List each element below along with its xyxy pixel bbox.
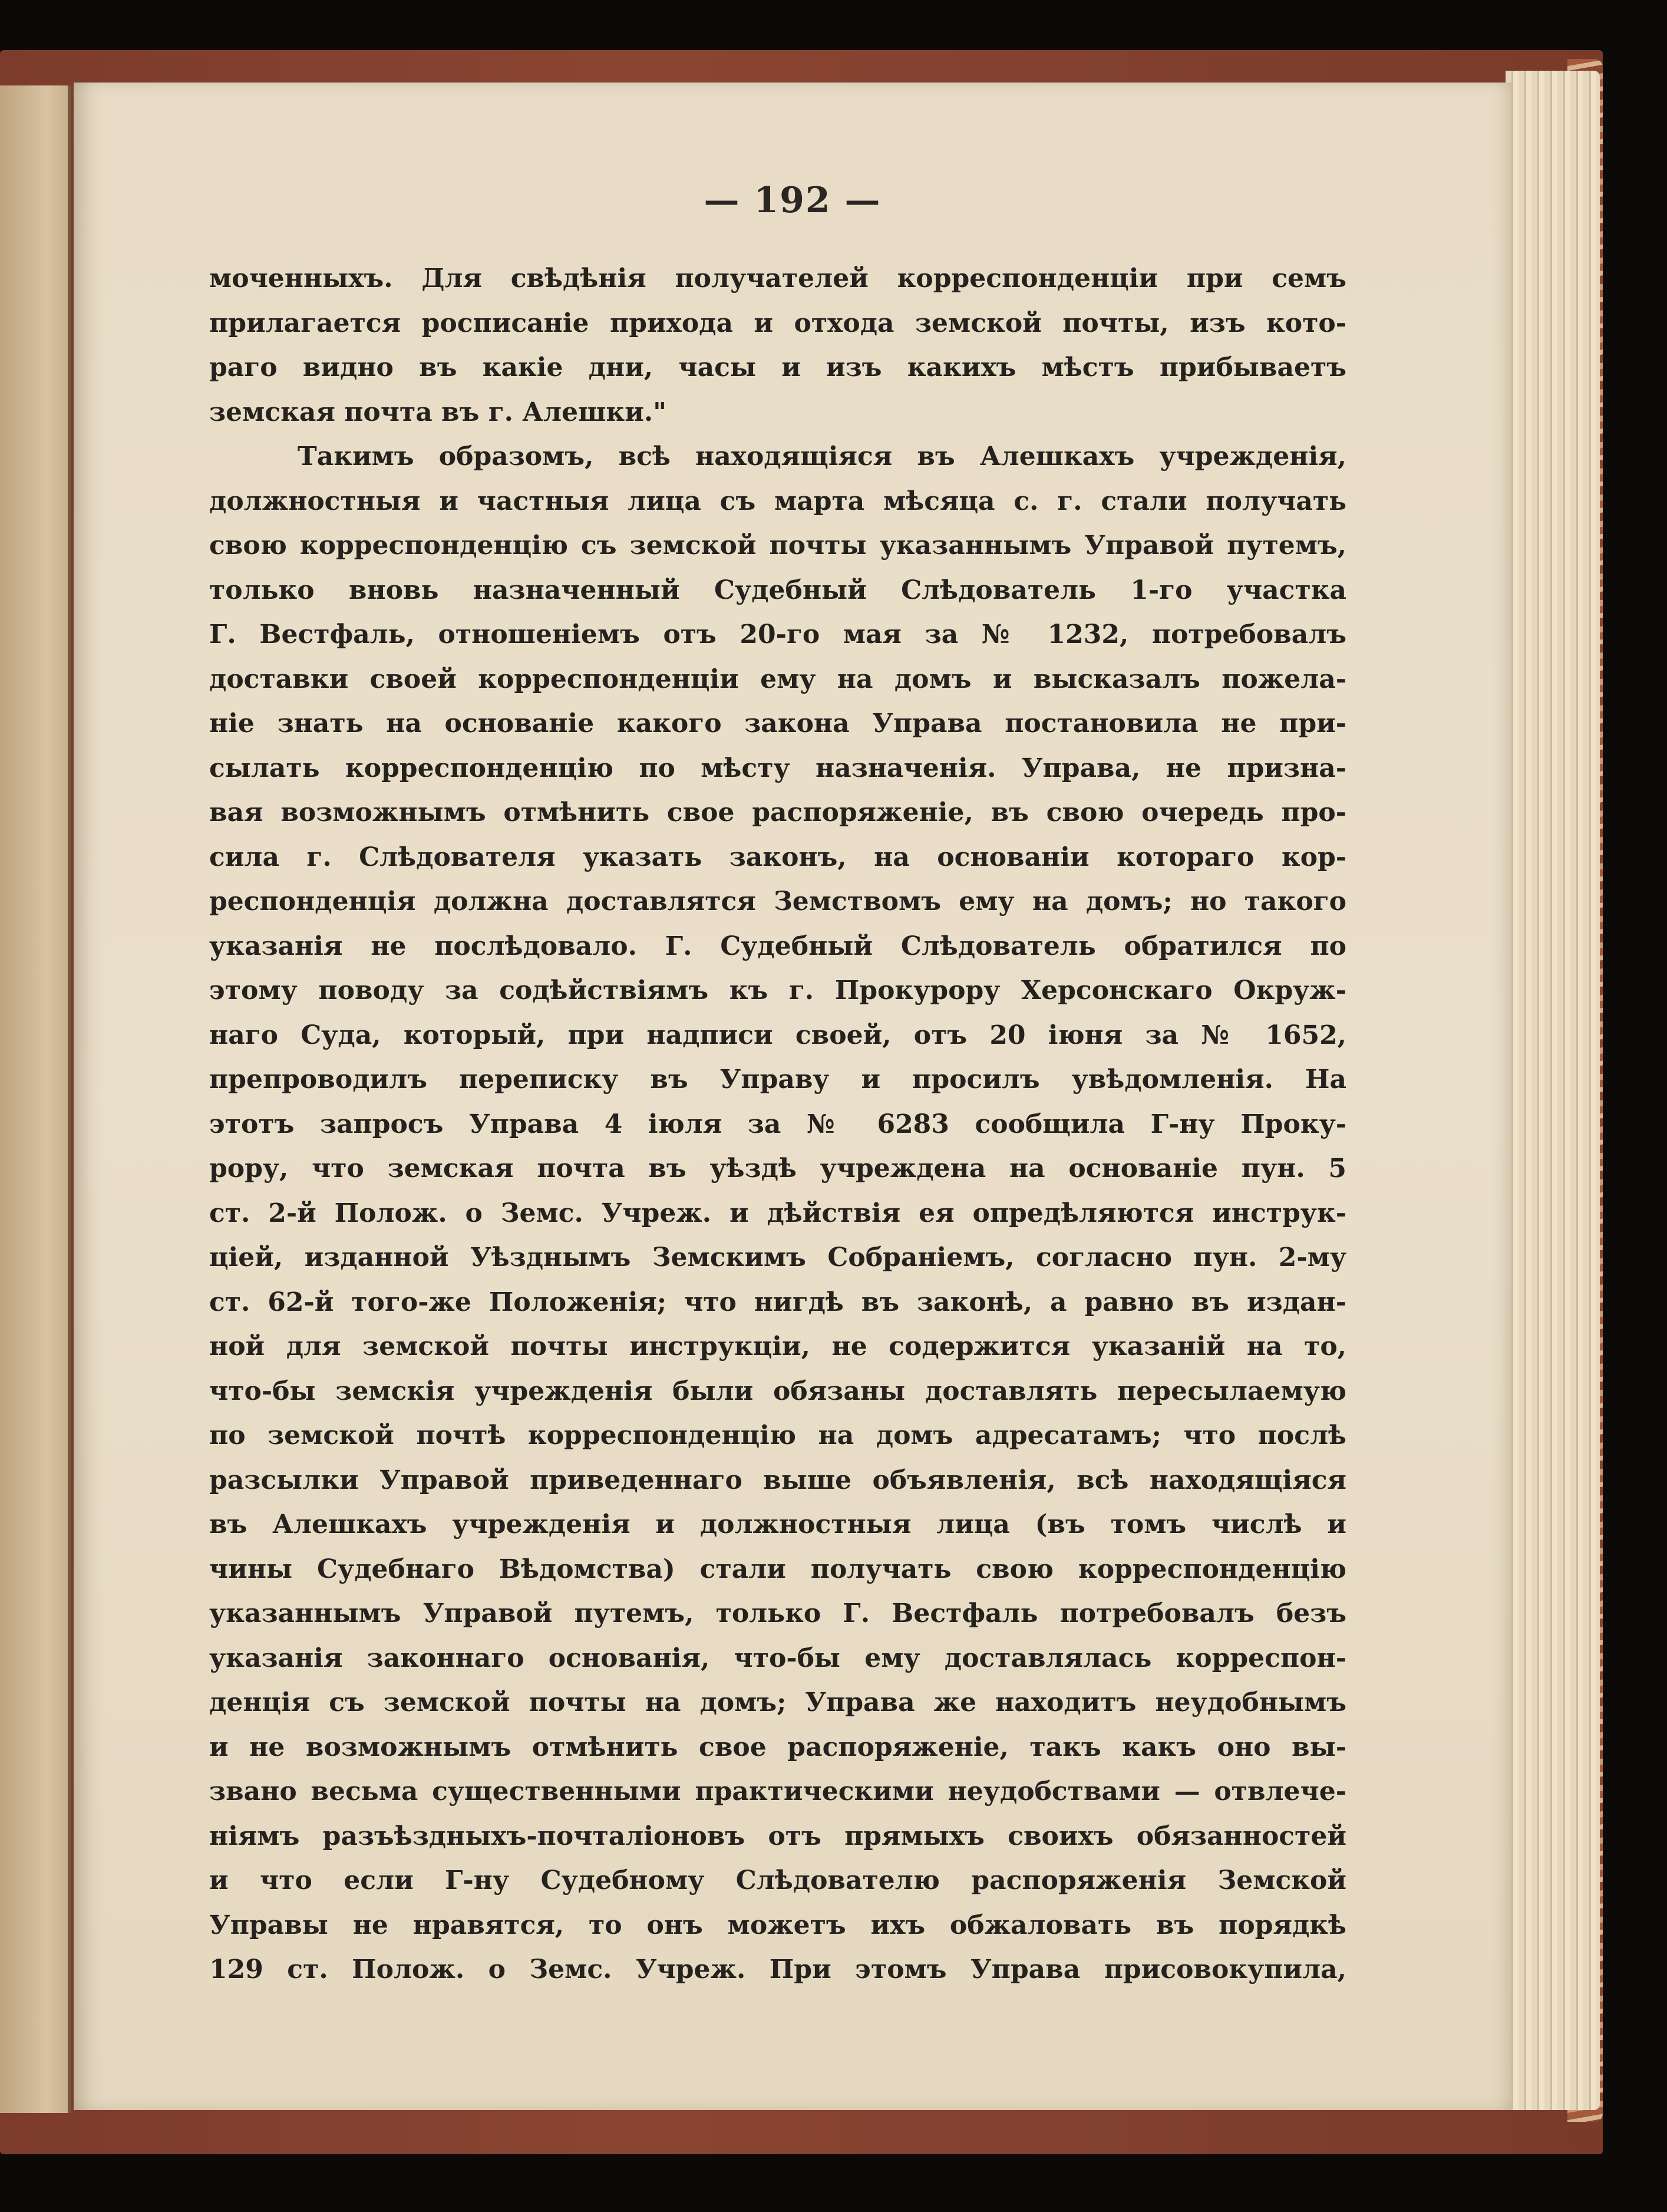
- text-line: въ Алешкахъ учрежденія и должностныя лица (въ томъ числѣ и: [209, 1509, 1346, 1540]
- page-number: — 192 —: [704, 180, 882, 221]
- text-line: должностныя и частныя лица съ марта мѣсяца с. г. стали получать: [209, 486, 1346, 516]
- text-line: земская почта въ г. Алешки.": [209, 397, 667, 427]
- text-line: только вновь назначенный Судебный Слѣдователь 1-го участка: [209, 575, 1346, 605]
- page-body-text: [209, 256, 1346, 1992]
- text-line: ст. 2-й Полож. о Земс. Учреж. и дѣйствія ея опредѣляются инструк-: [209, 1198, 1346, 1228]
- text-line: ніе знать на основаніе какого закона Управа постановила не при-: [209, 708, 1346, 739]
- text-line: Такимъ образомъ, всѣ находящіяся въ Алешкахъ учрежденія,: [298, 441, 1346, 472]
- text-line: денція съ земской почты на домъ; Управа же находитъ неудобнымъ: [209, 1687, 1346, 1717]
- text-line: звано весьма существенными практическими неудобствами — отвлече-: [209, 1776, 1346, 1806]
- text-line: моченныхъ. Для свѣдѣнія получателей корреспонденціи при семъ: [209, 263, 1346, 294]
- text-line: ст. 62-й того-же Положенія; что нигдѣ въ законѣ, а равно въ издан-: [209, 1287, 1346, 1317]
- text-line: наго Суда, который, при надписи своей, отъ 20 іюня за № 1652,: [209, 1020, 1346, 1050]
- text-line: ной для земской почты инструкціи, не содержится указаній на то,: [209, 1331, 1346, 1362]
- text-line: и что если Г-ну Судебному Слѣдователю распоряженія Земской: [209, 1865, 1346, 1895]
- text-line: сылать корреспонденцію по мѣсту назначенія. Управа, не призна-: [209, 753, 1346, 783]
- page-stack-edges: [1506, 71, 1600, 2110]
- text-line: этотъ запросъ Управа 4 іюля за № 6283 сообщила Г-ну Проку-: [209, 1109, 1346, 1139]
- text-line: 129 ст. Полож. о Земс. Учреж. При этомъ Управа присовокупила,: [209, 1954, 1346, 1984]
- text-line: рору, что земская почта въ уѣздѣ учреждена на основаніе пун. 5: [209, 1153, 1346, 1184]
- text-line: ніямъ разъѣздныхъ-почталіоновъ отъ прямыхъ своихъ обязанностей: [209, 1821, 1346, 1851]
- text-line: препроводилъ переписку въ Управу и просилъ увѣдомленія. На: [209, 1064, 1346, 1095]
- text-line: вая возможнымъ отмѣнить свое распоряженіе, въ свою очередь про-: [209, 797, 1346, 828]
- text-line: свою корреспонденцію съ земской почты указаннымъ Управой путемъ,: [209, 530, 1346, 561]
- text-line: доставки своей корреспонденціи ему на домъ и высказалъ пожела-: [209, 664, 1346, 694]
- text-line: Управы не нравятся, то онъ можетъ ихъ обжаловать въ порядкѣ: [209, 1910, 1346, 1940]
- text-line: указанія законнаго основанія, что-бы ему доставлялась корреспон-: [209, 1643, 1346, 1673]
- text-line: разсылки Управой приведеннаго выше объявленія, всѣ находящіяся: [209, 1465, 1346, 1495]
- text-line: указанія не послѣдовало. Г. Судебный Слѣдователь обратился по: [209, 931, 1346, 961]
- text-line: чины Судебнаго Вѣдомства) стали получать свою корреспонденцію: [209, 1554, 1346, 1584]
- text-line: по земской почтѣ корреспонденцію на домъ адресатамъ; что послѣ: [209, 1420, 1346, 1451]
- text-line: Г. Вестфаль, отношеніемъ отъ 20-го мая за № 1232, потребовалъ: [209, 619, 1346, 650]
- text-line: этому поводу за содѣйствіямъ къ г. Прокурору Херсонскаго Окруж-: [209, 975, 1346, 1006]
- text-line: раго видно въ какіе дни, часы и изъ какихъ мѣстъ прибываетъ: [209, 352, 1346, 383]
- text-line: прилагается росписаніе прихода и отхода земской почты, изъ кото-: [209, 308, 1346, 338]
- left-page-edge: [0, 85, 71, 2113]
- book-page: [74, 83, 1511, 2110]
- text-line: ціей, изданной Уѣзднымъ Земскимъ Собраніемъ, согласно пун. 2-му: [209, 1242, 1346, 1273]
- text-line: указаннымъ Управой путемъ, только Г. Вестфаль потребовалъ безъ: [209, 1598, 1346, 1628]
- text-line: и не возможнымъ отмѣнить свое распоряженіе, такъ какъ оно вы-: [209, 1732, 1346, 1762]
- text-line: что-бы земскія учрежденія были обязаны доставлять пересылаемую: [209, 1376, 1346, 1406]
- text-line: сила г. Слѣдователя указать законъ, на основаніи котораго кор-: [209, 842, 1346, 872]
- text-line: респонденція должна доставлятся Земствомъ ему на домъ; но такого: [209, 886, 1346, 917]
